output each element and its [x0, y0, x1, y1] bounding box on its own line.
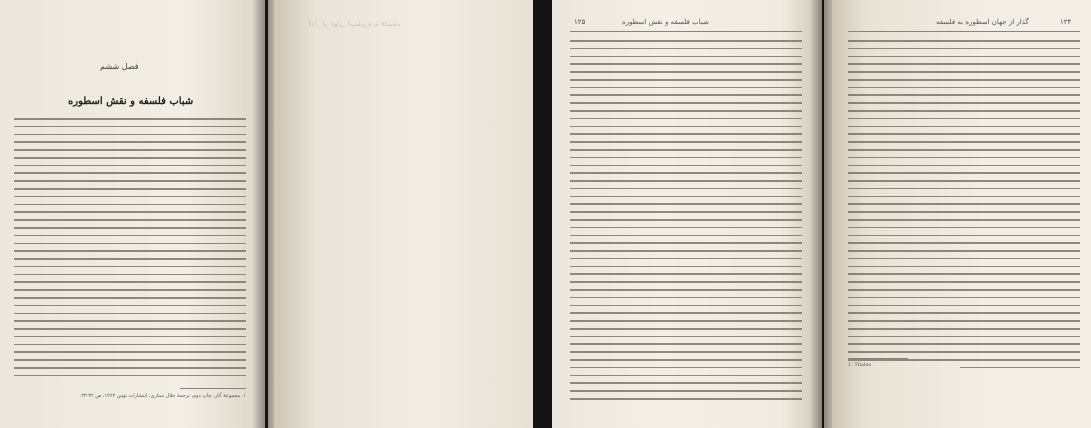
header-rule — [570, 31, 802, 32]
footnote-rule — [180, 388, 246, 389]
footnote: ۱. مجموعهٔ آثار، چاپ دوم، ترجمهٔ جلال ستاری، انتشارات توس ۱۳۶۳، ص ۳۲-۳۳. — [79, 393, 246, 399]
footnote-rule — [848, 358, 908, 359]
book-gutter-shadow — [252, 0, 274, 428]
book-gutter-shadow — [810, 0, 832, 428]
page-chapter-opening — [0, 0, 265, 428]
chapter-label: فصل ششم — [100, 62, 139, 71]
show-through-header: گذار از جهان اسطوره به فلسفه — [308, 20, 401, 28]
running-header: شباب فلسفه و نقش اسطوره — [622, 18, 709, 26]
page-number: ۱۲۴ — [1060, 18, 1072, 26]
running-header: گذار از جهان اسطوره به فلسفه — [936, 18, 1029, 26]
body-text-block — [848, 40, 1080, 375]
page-125 — [552, 0, 822, 428]
body-text-block — [570, 40, 802, 406]
page-number: ۱۲۵ — [574, 18, 586, 26]
footnote-latin: 1. Thales — [848, 362, 872, 368]
page-blank — [268, 0, 533, 428]
header-rule — [848, 31, 1080, 32]
chapter-title: شباب فلسفه و نقش اسطوره — [68, 96, 194, 107]
page-124 — [824, 0, 1091, 428]
body-text-block — [14, 118, 246, 383]
